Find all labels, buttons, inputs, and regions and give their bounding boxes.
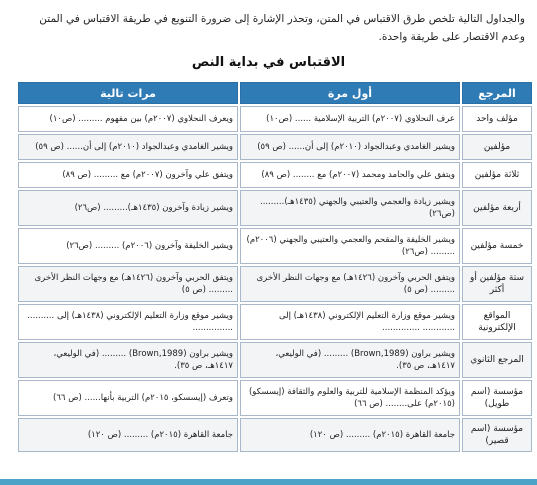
table-row <box>18 342 532 378</box>
table-row <box>18 266 532 302</box>
bottom-accent-bar <box>0 479 537 485</box>
table-row <box>18 134 532 160</box>
row-first-time: ويؤكد المنظمة الإسلامية للتربية والعلوم والثقافة (إيسسكو) (٢٠١٥م) على........ (ص ٦٦) <box>240 380 460 416</box>
row-next-times: ويشير زيادة وآخرون (١٤٣٥هـ)......... (ص٢٦) <box>18 190 238 226</box>
table-row <box>18 304 532 340</box>
table-caption: الاقتباس في بداية النص <box>191 55 346 70</box>
row-reference: المواقع الإلكترونية <box>462 304 532 340</box>
table-row <box>18 106 532 132</box>
table-row <box>18 380 532 416</box>
row-next-times: ويتفق علي وآخرون (٢٠٠٧م) مع ......... (ص ٨٩) <box>18 162 238 188</box>
row-next-times: ويتفق الحربي وآخرون (١٤٢٦هـ) مع وجهات النظر الأخرى ......... (ص ٥) <box>18 266 238 302</box>
table-row <box>18 228 532 264</box>
intro-line-1: والجداول التالية تلخص طرق الاقتباس في المتن، وتحذر الإشارة إلى ضرورة التنويع في طريقة الاقتباس في المتن <box>39 13 525 25</box>
row-next-times: ويعرف النحلاوي (٢٠٠٧م) بين مفهوم ......... (ص١٠) <box>18 106 238 132</box>
table-row <box>18 162 532 188</box>
row-reference: مؤسسة (اسم قصير) <box>462 418 532 452</box>
row-reference: مؤلف واحد <box>462 106 532 132</box>
table-row <box>18 418 532 452</box>
row-next-times: ويشير الغامدي وعبدالجواد (٢٠١٠م) إلى أن...... (ص ٥٩) <box>18 134 238 160</box>
row-next-times: وتعرف (إيسسكو، ٢٠١٥م) التربية بأنها...... (ص ٦٦) <box>18 380 238 416</box>
row-reference: ثلاثة مؤلفين <box>462 162 532 188</box>
row-first-time: ويشير زيادة والعجمي والعتيبي والجهني (١٤٣٥هـ)......... (ص٢٦) <box>240 190 460 226</box>
row-first-time: جامعة القاهرة (٢٠١٥م) ......... (ص ١٢٠) <box>240 418 460 452</box>
table-row <box>18 190 532 226</box>
row-reference: أربعة مؤلفين <box>462 190 532 226</box>
row-next-times: ويشير موقع وزارة التعليم الإلكتروني (١٤٣٨هـ) إلى .......... ............... <box>18 304 238 340</box>
intro-line-2: وعدم الاقتصار على طريقة واحدة. <box>378 31 525 43</box>
header-reference: المرجع <box>462 82 532 104</box>
row-first-time: ويشير الغامدي وعبدالجواد (٢٠١٠م) إلى أن...... (ص ٥٩) <box>240 134 460 160</box>
row-reference: المرجع الثانوي <box>462 342 532 378</box>
row-first-time: ويشير الخليفة والمقحم والعجمي والعتيبي والجهني (٢٠٠٦م) ......... (ص٢٦) <box>240 228 460 264</box>
row-first-time: عرف النحلاوي (٢٠٠٧م) التربية الإسلامية ...... (ص١٠) <box>240 106 460 132</box>
citation-table <box>16 80 534 454</box>
row-first-time: ويشير موقع وزارة التعليم الإلكتروني (١٤٣٨هـ) إلى ............ .............. <box>240 304 460 340</box>
row-reference: مؤسسة (اسم طويل) <box>462 380 532 416</box>
row-first-time: ويشير براون (Brown,1989) ......... (في الوليعي، ١٤١٧هـ، ص ٣٥). <box>240 342 460 378</box>
row-reference: مؤلفين <box>462 134 532 160</box>
row-reference: خمسة مؤلفين <box>462 228 532 264</box>
intro-paragraph <box>14 10 525 46</box>
header-next-times: مرات تالية <box>18 82 238 104</box>
row-reference: ستة مؤلفين أو أكثر <box>462 266 532 302</box>
table-header-row <box>18 82 532 104</box>
row-next-times: جامعة القاهرة (٢٠١٥م) ......... (ص ١٢٠) <box>18 418 238 452</box>
header-first-time: أول مرة <box>240 82 460 104</box>
row-next-times: ويشير الخليفة وآخرون (٢٠٠٦م) ......... (ص٢٦) <box>18 228 238 264</box>
row-first-time: ويتفق علي والحامد ومحمد (٢٠٠٧م) مع ........ (ص ٨٩) <box>240 162 460 188</box>
row-next-times: ويشير براون (Brown,1989) ......... (في الوليعي، ١٤١٧هـ، ص ٣٥). <box>18 342 238 378</box>
row-first-time: ويتفق الحربي وآخرون (١٤٢٦هـ) مع وجهات النظر الأخرى ......... (ص ٥) <box>240 266 460 302</box>
